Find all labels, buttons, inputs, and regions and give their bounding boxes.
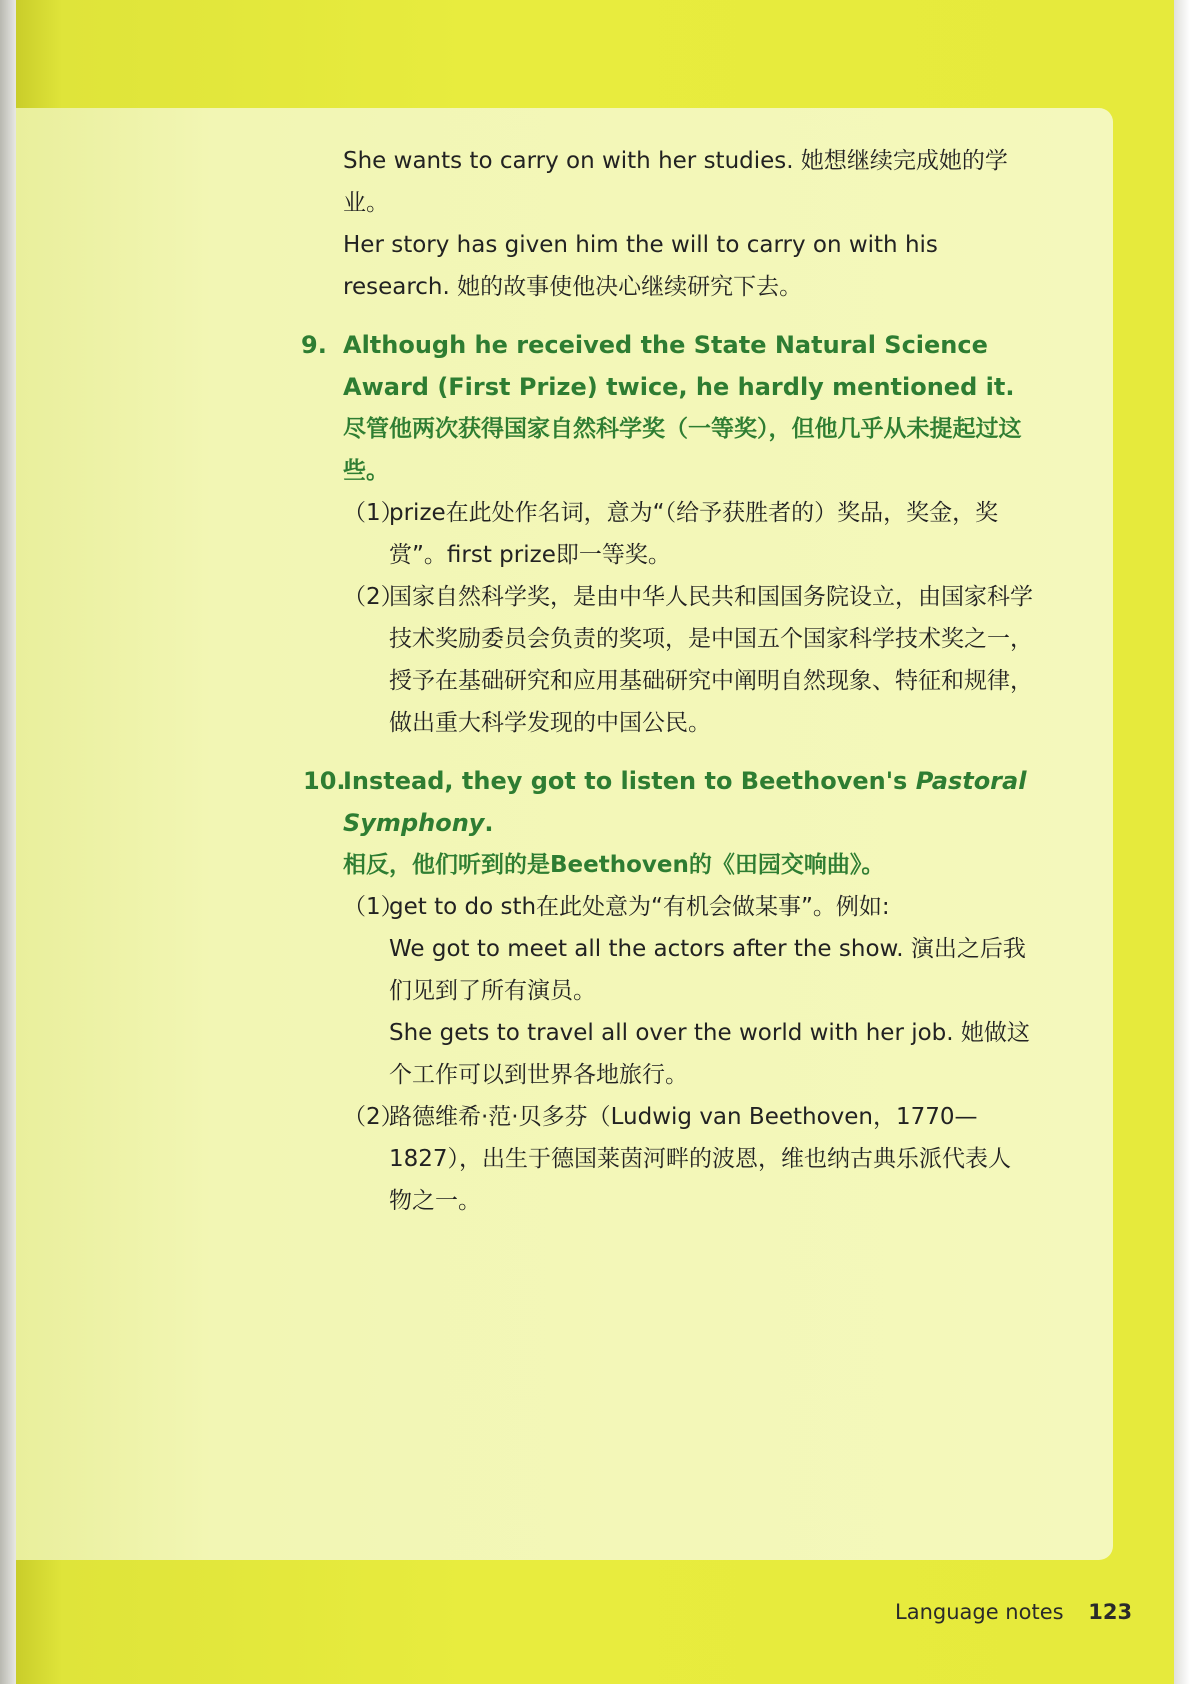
note-heading-end: . bbox=[484, 809, 494, 837]
note-heading-text: Instead, they got to listen to Beethoven's bbox=[343, 767, 916, 795]
note-item-label: （1） bbox=[343, 894, 404, 920]
note-heading-italic: Pastoral Symphony bbox=[343, 767, 1027, 837]
page-right-edge bbox=[1174, 0, 1190, 1684]
note-heading bbox=[301, 324, 1033, 408]
note-item-text: 国家自然科学奖，是由中华人民共和国国务院设立，由国家科学技术奖励委员会负责的奖项，是中国五个国家科学技术奖之一，授予在基础研究和应用基础研究中阐明自然现象、特征和规律，做出重大科学发现的中国公民。 bbox=[389, 584, 1033, 736]
note-item-label: （2） bbox=[343, 1104, 404, 1130]
example-sentence: She wants to carry on with her studies. 她想继续完成她的学业。 bbox=[343, 148, 1008, 216]
page-footer bbox=[895, 1600, 1132, 1624]
note-heading bbox=[303, 760, 1033, 844]
note-item bbox=[343, 576, 1033, 744]
note-item-label: （1） bbox=[343, 500, 404, 526]
note-number: 10. bbox=[303, 767, 346, 795]
note-item-label: （2） bbox=[343, 584, 404, 610]
note-item-text: prize在此处作名词，意为“（给予获胜者的）奖品，奖金，奖赏”。first prize即一等奖。 bbox=[389, 500, 999, 568]
note-example-text: We got to meet all the actors after the show. 演出之后我们见到了所有演员。 bbox=[389, 936, 1026, 1004]
note-example bbox=[343, 1012, 1033, 1096]
page-left-edge bbox=[0, 0, 16, 1684]
note-translation: 尽管他两次获得国家自然科学奖（一等奖），但他几乎从未提起过这些。 bbox=[343, 416, 1022, 484]
example-sentence: Her story has given him the will to carry on with his research. 她的故事使他决心继续研究下去。 bbox=[343, 232, 938, 300]
note-example bbox=[343, 928, 1033, 1012]
note-heading-text: Although he received the State Natural Science Award (First Prize) twice, he hardly mentioned it. bbox=[343, 331, 1015, 401]
note-example-text: She gets to travel all over the world with her job. 她做这个工作可以到世界各地旅行。 bbox=[389, 1020, 1030, 1088]
page-number: 123 bbox=[1088, 1600, 1133, 1624]
language-notes-body bbox=[301, 140, 1033, 1222]
footer-section-title: Language notes bbox=[895, 1600, 1064, 1624]
note-9 bbox=[301, 324, 1033, 744]
note-10 bbox=[303, 760, 1033, 1222]
note-item bbox=[343, 492, 1033, 576]
note-number: 9. bbox=[301, 331, 327, 359]
note-item bbox=[343, 886, 1033, 928]
note-item-text: get to do sth在此处意为“有机会做某事”。例如: bbox=[389, 894, 890, 920]
note-item bbox=[343, 1096, 1033, 1222]
note-item-text: 路德维希·范·贝多芬（Ludwig van Beethoven，1770—1827），出生于德国莱茵河畔的波恩，维也纳古典乐派代表人物之一。 bbox=[389, 1104, 1012, 1214]
note-translation: 相反，他们听到的是Beethoven的《田园交响曲》。 bbox=[343, 852, 885, 878]
